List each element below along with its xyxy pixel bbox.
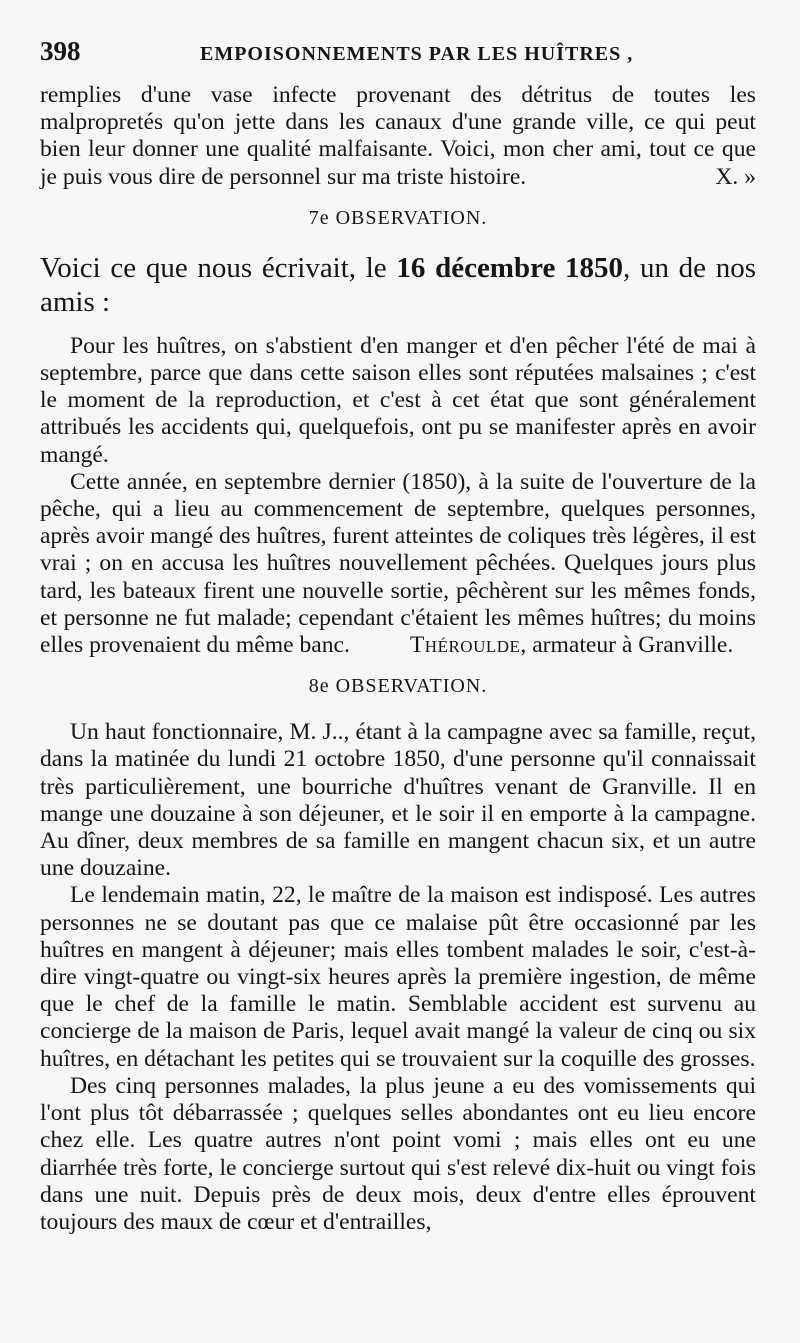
observation-7-intro [40, 251, 756, 319]
running-header [40, 36, 756, 76]
observation-7-heading: 7e OBSERVATION. [308, 206, 488, 229]
letter-signature: X. » [715, 163, 756, 190]
intro-date: 16 décembre 1850 [396, 251, 624, 284]
observation-8-paragraph-3: Des cinq personnes malades, la plus jeune a eu des vomissements qui l'ont plus tôt débarrassée ; quelques selles abondantes ont eu lieu encore chez elle. Les quatre autres n'ont point vomi ; mais elles ont eu une diarrhée très forte, le concierge surtout qui s'est relevé dix-huit ou vingt fois dans une nuit. Depuis près de deux mois, deux d'entre elles éprouvent toujours des maux de cœur et d'entrailles, [40, 1072, 757, 1235]
paragraph-text: remplies d'une vase infecte provenant des détritus de toutes les malpropretés qu'on jette dans les canaux d'une grande ville, ce qui peut bien leur donner une qualité malfaisante. Voici, mon cher ami, tout ce que je puis vous dire de personnel sur ma triste histoire. [40, 82, 756, 190]
observation-7-paragraph-2 [40, 469, 756, 659]
intro-text-b: , un de nos amis : [40, 251, 756, 318]
paragraph-text: Cette année, en septembre dernier (1850), à la suite de l'ouverture de la pêche, qui a lieu au commencement de septembre, quelques personnes, après avoir mangé des huîtres, furent atteintes de coliques très légères, il est vrai ; on en accusa les huîtres nouvellement pêchées. Quelques jours plus tard, les bateaux firent une nouvelle sortie, pêchèrent sur les mêmes fonds, et personne ne fut malade; cependant c'étaient les mêmes huîtres; du moins elles provenaient du même banc. [40, 468, 756, 659]
observation-8-paragraph-2: Le lendemain matin, 22, le maître de la maison est indisposé. Les autres personnes ne se doutant pas que ce malaise pût être occasionné par les huîtres en mangent à déjeuner; mais elles tombent malades le soir, c'est-à-dire vingt-quatre ou vingt-six heures après la première ingestion, de même que le chef de la famille le matin. Semblable accident est survenu au concierge de la maison de Paris, lequel avait mangé la valeur de cinq ou six huîtres, en détachant les petites qui se trouvaient sur la coquille des grosses. [40, 882, 756, 1072]
signature-role: , armateur à Granville. [520, 632, 734, 659]
observation-8-heading: 8e OBSERVATION. [308, 675, 488, 698]
observation-7-paragraph-1: Pour les huîtres, on s'abstient d'en manger et d'en pêcher l'été de mai à septembre, parce que dans cette saison elles sont réputées malsaines ; c'est le moment de la reproduction, et c'est à cet état que sont généralement attribués les accidents qui, quelquefois, ont pu se manifester après en avoir mangé. [40, 332, 756, 468]
intro-text-a: Voici ce que nous écrivait, le [40, 251, 387, 284]
paragraph-continued [40, 82, 756, 191]
page-number: 398 [40, 36, 81, 66]
signature-name: Théroulde [409, 632, 521, 659]
running-title: EMPOISONNEMENTS PAR LES HUÎTRES , [200, 43, 634, 65]
observation-8-paragraph-1: Un haut fonctionnaire, M. J.., étant à la campagne avec sa famille, reçut, dans la matinée du lundi 21 octobre 1850, d'une personne qu'il connaissait très particulièrement, une bourriche d'huîtres venant de Granville. Il en mange une douzaine à son déjeuner, et le soir il en emporte à la campagne. Au dîner, deux membres de sa famille en mangent chacun six, et un autre une douzaine. [40, 719, 756, 882]
